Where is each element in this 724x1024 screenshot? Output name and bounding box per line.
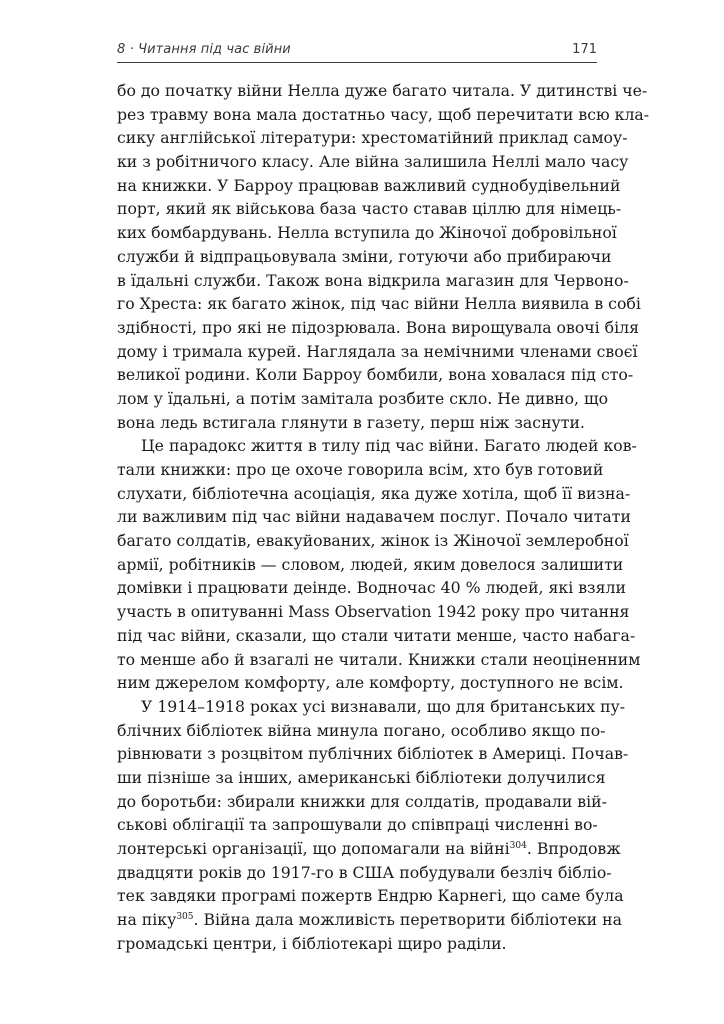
text-line: лом у їдальні, а потім замітала розбите скло. Не дивно, що	[117, 388, 609, 408]
text-line: го Хреста: як багато жінок, під час війни Нелла виявила в собі	[117, 294, 641, 314]
header-rule	[117, 62, 597, 63]
text-line: ськові облігації та запрошували до співпраці численні во-	[117, 815, 598, 835]
text-line-with-footnote	[117, 837, 621, 861]
text-line: вона ледь встигала глянути в газету, перш ніж заснути.	[117, 412, 585, 432]
text-line: під час війни, сказали, що стали читати менше, часто набага-	[117, 625, 636, 645]
text-line: багато солдатів, евакуйованих, жінок із Жіночої землеробної	[117, 531, 629, 551]
text-line: великої родини. Коли Барроу бомбили, вона ховалася під сто-	[117, 365, 634, 385]
chapter-title: 8 · Читання під час війни	[117, 42, 291, 57]
text-line: громадські центри, і бібліотекарі щиро раділи.	[117, 933, 507, 953]
text-line: ним джерелом комфорту, але комфорту, доступного не всім.	[117, 673, 624, 693]
running-header	[117, 40, 597, 62]
text-line: тали книжки: про це охоче говорила всім, хто був готовий	[117, 460, 604, 479]
text-line: армії, робітників — словом, людей, яким довелося залишити	[117, 554, 624, 574]
text-segment: лонтерські організації, що допомагали на війні	[117, 839, 510, 858]
text-line: дому і тримала курей. Наглядала за немічними членами своєї	[117, 341, 638, 361]
text-line: ли важливим під час війни надавачем послуг. Почало читати	[117, 507, 631, 527]
body-text	[117, 79, 650, 955]
text-line: здібності, про які не підозрювала. Вона вирощувала овочі біля	[117, 317, 639, 337]
text-line: ши пізніше за інших, американські бібліотеки долучилися	[117, 767, 606, 787]
text-line: ких бомбардувань. Нелла вступила до Жіночої добровільної	[117, 223, 617, 243]
text-line: блічних бібліотек війна минула погано, особливо якщо по-	[117, 720, 606, 740]
text-line: слухати, бібліотечна асоціація, яка дуже хотіла, щоб її визна-	[117, 483, 631, 503]
text-line: тек завдяки програмі пожертв Ендрю Карнегі, що саме була	[117, 886, 624, 906]
text-line: участь в опитуванні Mass Observation 1942 року про читання	[117, 602, 630, 622]
text-line: рез травму вона мала достатньо часу, щоб перечитати всю кла-	[117, 104, 650, 124]
text-line: Це парадокс життя в тилу під час війни. Багато людей ков-	[141, 436, 637, 456]
text-line: ки з робітничого класу. Але війна залишила Неллі мало часу	[117, 152, 629, 172]
page-number: 171	[572, 42, 597, 57]
text-line: У 1914–1918 роках усі визнавали, що для британських пу-	[141, 696, 626, 716]
text-line: двадцяти років до 1917-го в США побудували безліч бібліо-	[117, 862, 612, 882]
text-line: сику англійської літератури: хрестоматійний приклад самоу-	[117, 128, 628, 148]
text-segment: . Впродовж	[526, 839, 621, 858]
text-segment: . Війна дала можливість перетворити бібліотеки на	[193, 910, 622, 930]
footnote-ref: 304	[509, 841, 527, 851]
text-line: служби й відпрацьовувала зміни, готуючи або прибираючи	[117, 246, 612, 266]
text-line: рівнювати з розцвітом публічних бібліотек в Америці. Почав-	[117, 744, 629, 764]
text-line: то менше або й взагалі не читали. Книжки стали неоціненним	[117, 649, 641, 669]
text-line: до боротьби: збирали книжки для солдатів, продавали вій-	[117, 791, 607, 811]
text-line: на книжки. У Барроу працював важливий суднобудівельний	[117, 175, 621, 195]
text-line: в їдальні служби. Також вона відкрила магазин для Червоно-	[117, 270, 629, 290]
text-line: бо до початку війни Нелла дуже багато читала. У дитинстві че-	[117, 81, 648, 100]
text-line: домівки і працювати деінде. Водночас 40 % людей, які взяли	[117, 578, 626, 598]
footnote-ref: 305	[176, 912, 194, 923]
text-line-with-footnote	[117, 908, 622, 932]
text-line: порт, який як військова база часто ставав ціллю для німець-	[117, 199, 622, 219]
text-segment: на піку	[117, 910, 177, 930]
